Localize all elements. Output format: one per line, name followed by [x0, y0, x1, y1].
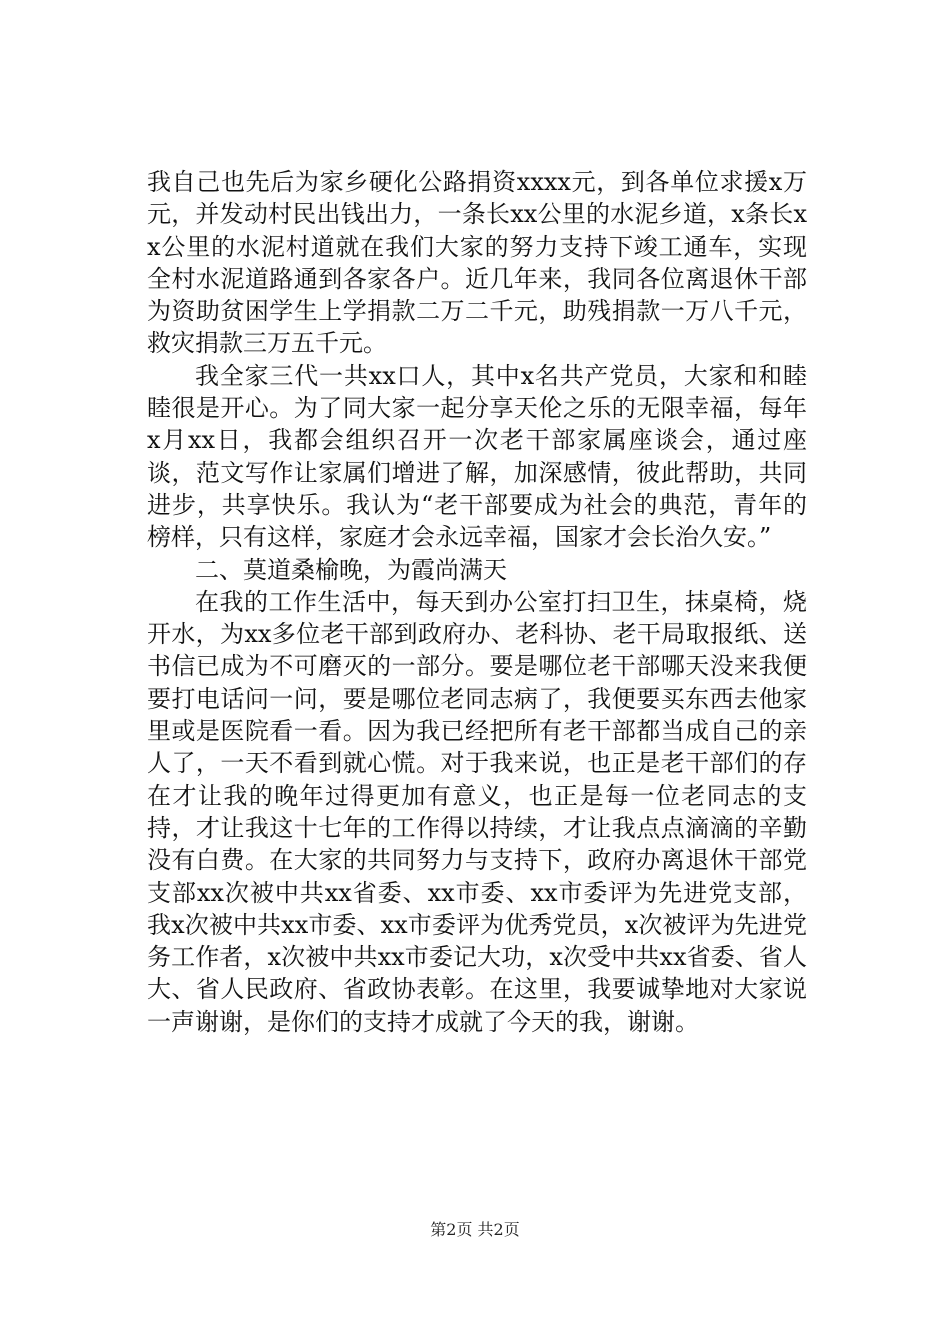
document-body [147, 166, 807, 1038]
paragraph-family: 我全家三代一共xx口人，其中x名共产党员，大家和和睦睦很是开心。为了同大家一起分享天伦之乐的无限幸福，每年x月xx日，我都会组织召开一次老干部家属座谈会，通过座谈，范文写作让家属们增进了解，加深感情，彼此帮助，共同进步，共享快乐。我认为“老干部要成为社会的典范，青年的榜样，只有这样，家庭才会永远幸福，国家才会长治久安。” [147, 361, 807, 552]
paragraph-donations: 我自己也先后为家乡硬化公路捐资xxxx元，到各单位求援x万元，并发动村民出钱出力，一条长xx公里的水泥乡道，x条长xx公里的水泥村道就在我们大家的努力支持下竣工通车，实现全村水泥道路通到各家各户。近几年来，我同各位离退休干部为资助贫困学生上学捐款二万二千元，助残捐款一万八千元，救灾捐款三万五千元。 [147, 168, 807, 358]
section-heading: 二、莫道桑榆晚，为霞尚满天 [195, 555, 507, 584]
page-number: 第2页 共2页 [430, 1220, 520, 1239]
paragraph-work-life: 在我的工作生活中，每天到办公室打扫卫生，抹桌椅，烧开水，为xx多位老干部到政府办、老科协、老干局取报纸、送书信已成为不可磨灭的一部分。要是哪位老干部哪天没来我便要打电话问一问，要是哪位老同志病了，我便要买东西去他家里或是医院看一看。因为我已经把所有老干部都当成自己的亲人了，一天不看到就心慌。对于我来说，也正是老干部们的存在才让我的晚年过得更加有意义，也正是每一位老同志的支持，才让我这十七年的工作得以持续，才让我点点滴滴的辛勤没有白费。在大家的共同努力与支持下，政府办离退休干部党支部xx次被中共xx省委、xx市委、xx市委评为先进党支部，我x次被中共xx市委、xx市委评为优秀党员，x次被评为先进党务工作者，x次被中共xx市委记大功，x次受中共xx省委、省人大、省人民政府、省政协表彰。在这里，我要诚挚地对大家说一声谢谢，是你们的支持才成就了今天的我，谢谢。 [147, 587, 807, 1036]
